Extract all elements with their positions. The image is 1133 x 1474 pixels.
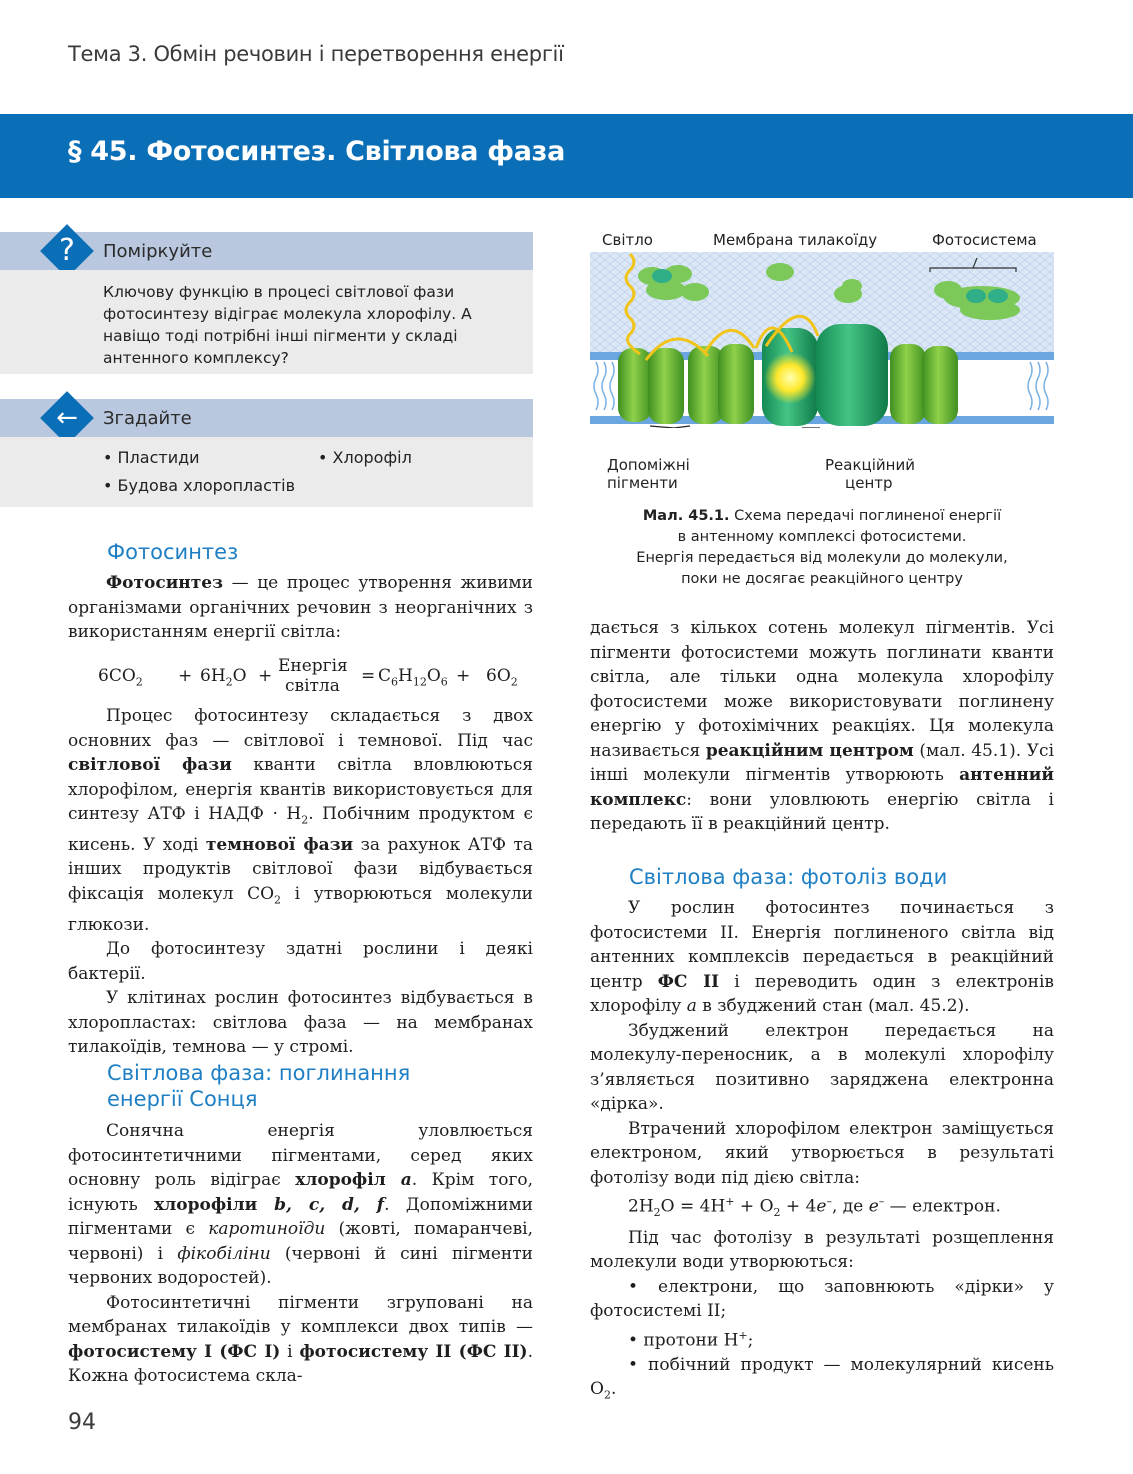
fig-label-rc-2: центр — [845, 474, 893, 492]
recall-item-chloroplast-structure: • Будова хлоропластів — [103, 476, 296, 495]
page-number: 94 — [68, 1410, 96, 1435]
fig-label-rc-1: Реакційний — [825, 456, 915, 474]
heading-photosynthesis: Фотосинтез — [107, 540, 239, 564]
heading-photolysis: Світлова фаза: фотоліз води — [629, 865, 948, 889]
paragraph-photosystems: Фотосинтетичні пігменти згруповані на мембранах тилакоїдів у комплекси двох типів — фотосистему І (ФС І) і фотосистему ІІ (ФС ІІ). Кожна фотосистема скла- — [68, 1292, 534, 1386]
bullet-electrons: • електрони, що заповнюють «дірки» у фотосистемі ІІ; — [590, 1276, 1054, 1322]
think-box-label: Поміркуйте — [103, 241, 213, 262]
caption-line-3: Енергія передається від молекули до молекули, — [636, 550, 1008, 566]
fig-label-aux-1: Допоміжні — [607, 456, 690, 474]
paragraph-excited-electron: Збуджений електрон передається на молекулу-переносник, а в молекулі хлорофілу з’являється позитивно заряджена електронна «дірка». — [590, 1020, 1054, 1114]
caption-line-4: поки не досягає реакційного центру — [681, 571, 963, 587]
bullet-oxygen: • побічний продукт — молекулярний кисень $О_2$. — [590, 1354, 1054, 1402]
paragraph-products-intro: Під час фотолізу в результаті розщеплення молекули води утворюються: — [590, 1227, 1054, 1273]
recall-box-body — [0, 437, 533, 507]
paragraph-replacement: Втрачений хлорофілом електрон заміщується електроном, який утворюється в результаті фотолізу води під дією світла: — [590, 1118, 1054, 1188]
paragraph-definition: Фотосинтез — це процес утворення живими організмами органічних речовин з неорганічних з використанням енергії світла: — [68, 573, 533, 642]
paragraph-organisms: До фотосинтезу здатні рослини і деякі бактерії. — [68, 939, 533, 984]
antenna-complex-diagram — [590, 252, 1054, 428]
paragraph-location: У клітинах рослин фотосинтез відбувається в хлоропластах: світлова фаза — на мембранах тилакоїдів, темнова — у стромі. — [68, 988, 533, 1058]
excitation-glow — [764, 352, 816, 404]
section-banner — [0, 114, 1133, 198]
arrow-left-icon: ← — [56, 403, 78, 433]
bullet-protons: • протони Н+; — [628, 1328, 754, 1351]
fig-label-aux-2: пігменти — [607, 474, 678, 492]
paragraph-reaction-center: дається з кількох сотень молекул пігментів. Усі пігменти фотосистеми можуть поглинати кванти світла, але тільки одна молекула хлорофілу фотосистеми може використовувати поглинену енергію у фотохімічних реакціях. Ця молекула називається реакційним центром (мал. 45.1). Усі інші молекули пігментів утворюють антенний комплекс: вони уловлюють енергію світла і передають її в реакційний центр. — [590, 618, 1055, 834]
water-photolysis-equation: $2H_2O = 4H^+ + O_2 + 4e^-$, де e– — електрон. — [628, 1195, 1001, 1220]
fig-label-light: Світло — [602, 231, 653, 249]
callout-lines — [650, 426, 820, 428]
question-icon: ? — [59, 233, 75, 268]
topic-header: Тема 3. Обмін речовин і перетворення енергії — [68, 42, 564, 66]
photosynthesis-equation: $6CO_2$ + $6H_2O$ + Енергія світла = $C_6H_{12}O_6$ + $6O_2$ — [98, 656, 518, 696]
figure-caption — [592, 506, 1052, 590]
heading-absorption: Світлова фаза: поглинання енергії Сонця — [107, 1061, 411, 1111]
paragraph-pigments: Сонячна енергія уловлюється фотосинтетичними пігментами, серед яких основну роль відіграє хлорофіл a. Крім того, існують хлорофіли b, c, d, f. Допоміжними пігментами є каротиноїди (жовті, помаранчеві, червоні) і фікобіліни (червоні й сині пігменти червоних водоростей). Фотосинтетичні пігменти згруповані на мембранах тилакоїдів у комплекси двох типів — фотосистему І (ФС І) і фотосистему ІІ (ФС ІІ). Кожна фотосистема скла- — [68, 1119, 533, 1389]
section-title: § 45. Фотосинтез. Світлова фаза — [68, 136, 565, 167]
caption-line-1: Схема передачі поглиненої енергії — [729, 508, 1002, 524]
fig-label-membrane: Мембрана тилакоїду — [713, 231, 878, 249]
caption-number: Мал. 45.1. — [642, 508, 730, 524]
paragraph-phases: Процес фотосинтезу складається з двох основних фаз — світлової і темнової. Під час світлової фази кванти світла вловлюються хлорофілом, енергія квантів використовується для синтезу АТФ і НАДФ · $Н_2$. Побічним продуктом є кисень. У ході темнової фази за рахунок АТФ та інших продуктів світлової фази відбувається фіксація молекул $CO_2$ і утворюються молекули глюкози. До фотосинтезу здатні рослини і деякі бактерії. У клітинах рослин фотосинтез відбувається в хлоропластах: світлова фаза — на мембранах тилакоїдів, темнова — у стромі. — [68, 704, 533, 1060]
fig-label-photosystem: Фотосистема — [932, 231, 1037, 249]
term-photosynthesis: Фотосинтез — [106, 573, 223, 593]
recall-item-chlorophyll: • Хлорофіл — [318, 448, 412, 467]
think-box-text: Ключову функцію в процесі світлової фази фотосинтезу відіграє молекула хлорофілу. А навіщо тоді потрібні інші пігменти у складі антенного комплексу? — [103, 283, 472, 367]
caption-line-2: в антенному комплексі фотосистеми. — [677, 529, 967, 545]
recall-box-label: Згадайте — [103, 408, 192, 429]
paragraph-photolysis: У рослин фотосинтез починається з фотосистеми ІІ. Енергія поглиненого світла від антенних комплексів передається в реакційний центр ФС ІІ і переводить один з електронів хлорофілу a в збуджений стан (мал. 45.2). Збуджений електрон передається на молекулу-переносник, а в молекулі хлорофілу з’являється позитивно заряджена електронна «дірка». Втрачений хлорофілом електрон заміщується електроном, який утворюється в результаті фотолізу води під дією світла: $2H_2O = 4H^+ + O_2 + 4e^-$, де e– — електрон. Під час фотолізу в результаті розщеплення молекули води утворюються: • електрони, що заповнюють «дірки» у фотосистемі ІІ; • протони Н+; • побічний продукт — молекулярний кисень $О_2$. — [590, 896, 1054, 1408]
recall-item-plastids: • Пластиди — [103, 448, 200, 467]
